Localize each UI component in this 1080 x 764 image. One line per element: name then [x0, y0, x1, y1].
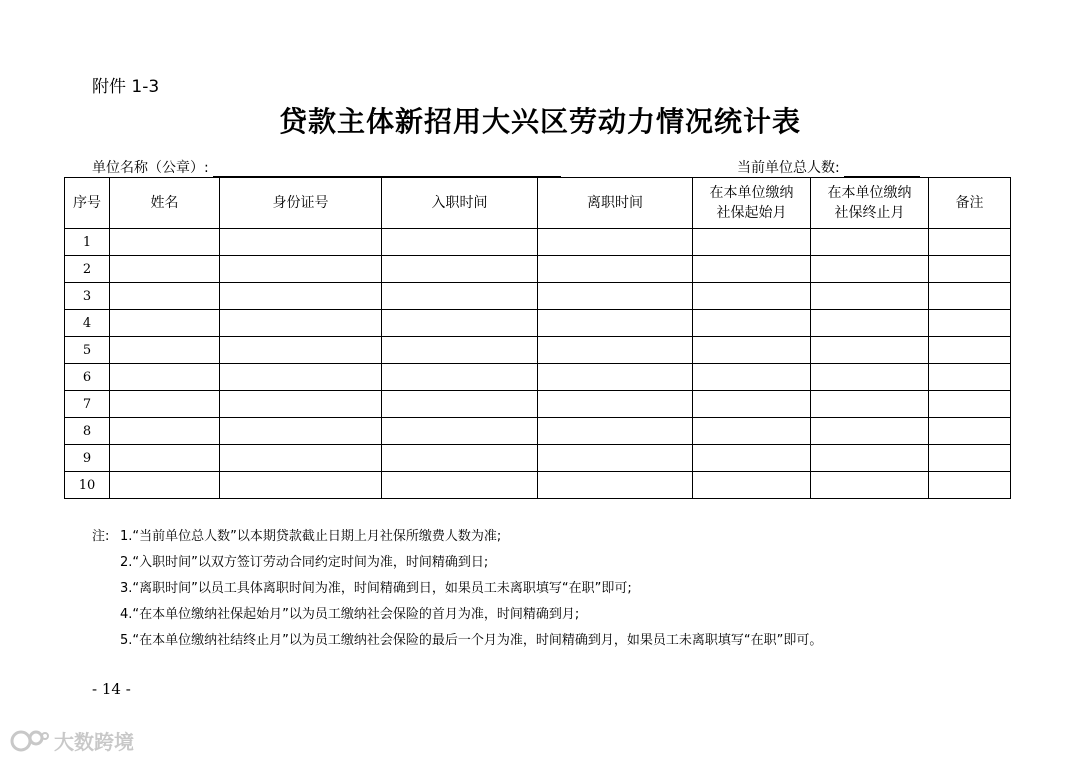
cell-insurance-start[interactable]: [693, 391, 811, 418]
header-insurance-end: [811, 178, 929, 229]
cell-remark[interactable]: [929, 310, 1011, 337]
row-seq: 3: [65, 283, 110, 310]
cell-hire-date[interactable]: [382, 364, 538, 391]
cell-id-number[interactable]: [220, 283, 382, 310]
table-row: [65, 418, 1011, 445]
cell-name[interactable]: [110, 472, 220, 499]
cell-insurance-start[interactable]: [693, 445, 811, 472]
cell-id-number[interactable]: [220, 310, 382, 337]
cell-leave-date[interactable]: [538, 391, 693, 418]
cell-insurance-end[interactable]: [811, 364, 929, 391]
cell-hire-date[interactable]: [382, 418, 538, 445]
note-item: [92, 631, 822, 657]
cell-id-number[interactable]: [220, 256, 382, 283]
cell-name[interactable]: [110, 445, 220, 472]
cell-leave-date[interactable]: [538, 445, 693, 472]
table-row: [65, 364, 1011, 391]
row-seq: 4: [65, 310, 110, 337]
cell-insurance-start[interactable]: [693, 418, 811, 445]
header-insurance-start: [693, 178, 811, 229]
cell-name[interactable]: [110, 283, 220, 310]
cell-insurance-end[interactable]: [811, 283, 929, 310]
cell-id-number[interactable]: [220, 472, 382, 499]
cell-hire-date[interactable]: [382, 283, 538, 310]
cell-insurance-end[interactable]: [811, 472, 929, 499]
note-text: 5.“在本单位缴纳社结终止月”以为员工缴纳社会保险的最后一个月为准，时间精确到月，如果员工未离职填写“在职”即可。: [120, 633, 823, 648]
cell-remark[interactable]: [929, 472, 1011, 499]
cell-leave-date[interactable]: [538, 472, 693, 499]
row-seq: 1: [65, 229, 110, 256]
table-row: [65, 256, 1011, 283]
row-seq: 5: [65, 337, 110, 364]
cell-hire-date[interactable]: [382, 256, 538, 283]
cell-hire-date[interactable]: [382, 337, 538, 364]
note-text: 2.“入职时间”以双方签订劳动合同约定时间为准，时间精确到日;: [120, 555, 489, 570]
cell-hire-date[interactable]: [382, 310, 538, 337]
watermark: [10, 726, 134, 755]
watermark-logo-icon: [10, 728, 50, 754]
notes-section: [92, 527, 822, 657]
cell-insurance-start[interactable]: [693, 256, 811, 283]
cell-leave-date[interactable]: [538, 310, 693, 337]
header-name: 姓名: [110, 178, 220, 229]
cell-insurance-end[interactable]: [811, 310, 929, 337]
cell-remark[interactable]: [929, 445, 1011, 472]
cell-insurance-start[interactable]: [693, 229, 811, 256]
cell-id-number[interactable]: [220, 418, 382, 445]
cell-insurance-end[interactable]: [811, 256, 929, 283]
table-row: [65, 229, 1011, 256]
page-number: - 14 -: [92, 680, 131, 698]
cell-id-number[interactable]: [220, 364, 382, 391]
row-seq: 7: [65, 391, 110, 418]
cell-remark[interactable]: [929, 337, 1011, 364]
header-insurance-end-line2: 社保终止月: [834, 205, 905, 221]
cell-insurance-end[interactable]: [811, 418, 929, 445]
cell-insurance-end[interactable]: [811, 391, 929, 418]
cell-hire-date[interactable]: [382, 229, 538, 256]
cell-leave-date[interactable]: [538, 283, 693, 310]
cell-hire-date[interactable]: [382, 445, 538, 472]
total-count-blank: [844, 162, 920, 177]
cell-remark[interactable]: [929, 364, 1011, 391]
table-row: [65, 310, 1011, 337]
header-insurance-start-line1: 在本单位缴纳: [709, 185, 794, 201]
cell-name[interactable]: [110, 391, 220, 418]
total-count-label: 当前单位总人数:: [737, 160, 840, 176]
cell-remark[interactable]: [929, 418, 1011, 445]
cell-name[interactable]: [110, 364, 220, 391]
cell-insurance-start[interactable]: [693, 283, 811, 310]
cell-insurance-start[interactable]: [693, 364, 811, 391]
note-text: 1.“当前单位总人数”以本期贷款截止日期上月社保所缴费人数为准;: [120, 529, 502, 544]
cell-leave-date[interactable]: [538, 364, 693, 391]
cell-id-number[interactable]: [220, 445, 382, 472]
note-item: [92, 579, 822, 605]
cell-hire-date[interactable]: [382, 391, 538, 418]
unit-name-field: [92, 157, 561, 177]
cell-name[interactable]: [110, 418, 220, 445]
row-seq: 10: [65, 472, 110, 499]
unit-name-label: 单位名称（公章）:: [92, 160, 209, 176]
cell-remark[interactable]: [929, 391, 1011, 418]
row-seq: 6: [65, 364, 110, 391]
cell-name[interactable]: [110, 229, 220, 256]
cell-id-number[interactable]: [220, 337, 382, 364]
cell-hire-date[interactable]: [382, 472, 538, 499]
table-row: [65, 472, 1011, 499]
table-header-row: [65, 178, 1011, 229]
cell-leave-date[interactable]: [538, 418, 693, 445]
row-seq: 9: [65, 445, 110, 472]
table-row: [65, 337, 1011, 364]
table-row: [65, 445, 1011, 472]
cell-remark[interactable]: [929, 256, 1011, 283]
cell-name[interactable]: [110, 256, 220, 283]
row-seq: 2: [65, 256, 110, 283]
cell-leave-date[interactable]: [538, 337, 693, 364]
cell-id-number[interactable]: [220, 229, 382, 256]
header-insurance-end-line1: 在本单位缴纳: [827, 185, 912, 201]
cell-insurance-start[interactable]: [693, 310, 811, 337]
cell-remark[interactable]: [929, 229, 1011, 256]
note-item: [92, 527, 822, 553]
cell-insurance-end[interactable]: [811, 229, 929, 256]
document-title: 贷款主体新招用大兴区劳动力情况统计表: [278, 105, 801, 138]
note-text: 4.“在本单位缴纳社保起始月”以为员工缴纳社会保险的首月为准，时间精确到月;: [120, 607, 580, 622]
row-seq: 8: [65, 418, 110, 445]
cell-id-number[interactable]: [220, 391, 382, 418]
cell-leave-date[interactable]: [538, 256, 693, 283]
header-insurance-start-line2: 社保起始月: [716, 205, 787, 221]
cell-leave-date[interactable]: [538, 229, 693, 256]
notes-prefix: 注:: [92, 529, 110, 544]
unit-name-blank: [213, 162, 561, 177]
cell-insurance-end[interactable]: [811, 337, 929, 364]
cell-name[interactable]: [110, 310, 220, 337]
note-item: [92, 605, 822, 631]
note-text: 3.“离职时间”以员工具体离职时间为准，时间精确到日，如果员工未离职填写“在职”即可;: [120, 581, 632, 596]
header-seq: 序号: [65, 178, 110, 229]
header-remark: 备注: [929, 178, 1011, 229]
header-leave-date: 离职时间: [538, 178, 693, 229]
cell-insurance-end[interactable]: [811, 445, 929, 472]
table-row: [65, 391, 1011, 418]
cell-remark[interactable]: [929, 283, 1011, 310]
table-row: [65, 283, 1011, 310]
cell-insurance-start[interactable]: [693, 472, 811, 499]
cell-insurance-start[interactable]: [693, 337, 811, 364]
header-hire-date: 入职时间: [382, 178, 538, 229]
cell-name[interactable]: [110, 337, 220, 364]
watermark-text: 大数跨境: [54, 730, 134, 754]
total-count-field: [737, 157, 920, 177]
header-id-number: 身份证号: [220, 178, 382, 229]
statistics-table: [64, 177, 1011, 499]
attachment-label: 附件 1-3: [92, 77, 160, 97]
note-item: [92, 553, 822, 579]
